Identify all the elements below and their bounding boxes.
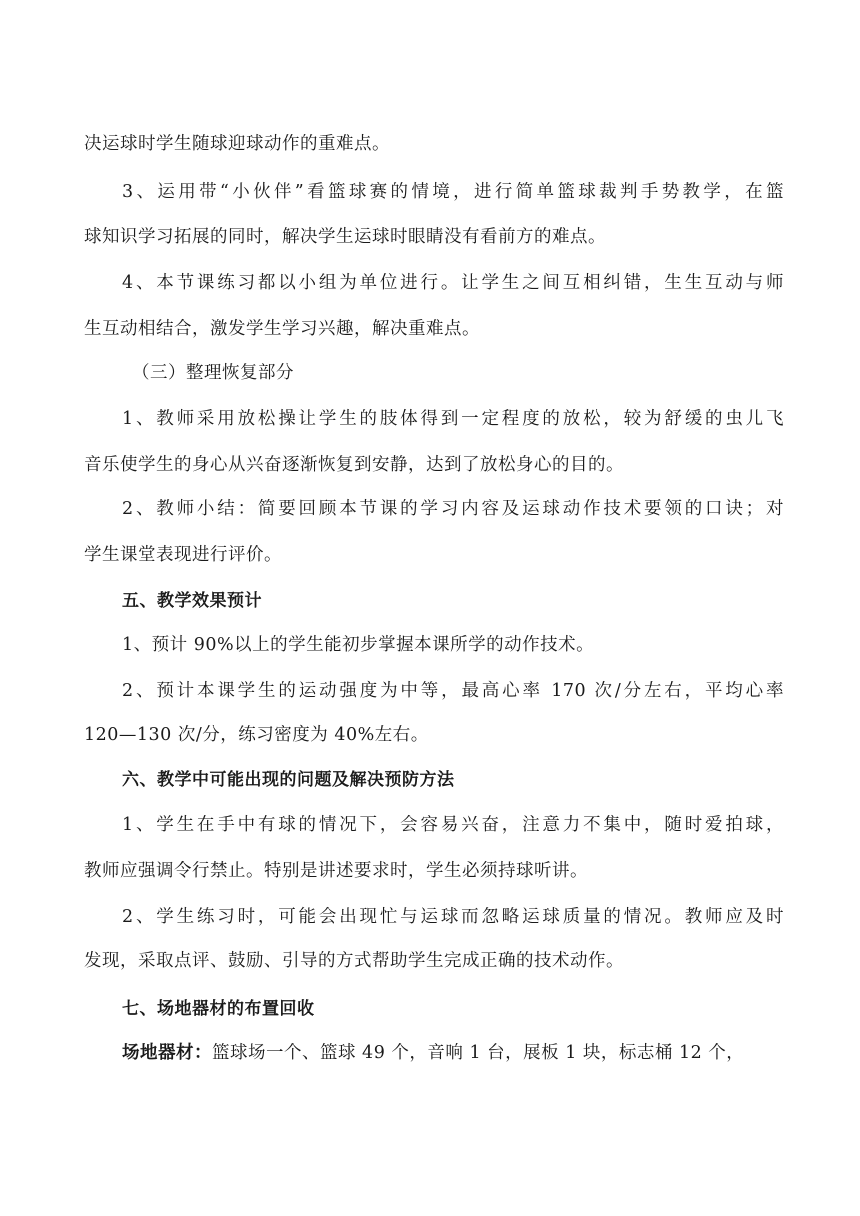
paragraph-line: 学生课堂表现进行评价。 (84, 545, 282, 565)
paragraph-line: 3、运用带“小伙伴”看篮球赛的情境，进行简单篮球裁判手势教学，在篮 (122, 182, 784, 202)
paragraph-line: 4、本节课练习都以小组为单位进行。让学生之间互相纠错，生生互动与师 (122, 273, 784, 293)
paragraph-line: 2、教师小结：简要回顾本节课的学习内容及运球动作技术要领的口诀；对 (122, 499, 784, 519)
section-subheading: （三）整理恢复部分 (132, 363, 294, 383)
paragraph-line: 球知识学习拓展的同时，解决学生运球时眼睛没有看前方的难点。 (84, 227, 606, 247)
inline-text: 篮球场一个、篮球 49 个，音响 1 台，展板 1 块，标志桶 12 个， (212, 1043, 745, 1063)
section-heading: 六、教学中可能出现的问题及解决预防方法 (122, 770, 455, 790)
paragraph-line (122, 1041, 784, 1065)
paragraph-line: 发现，采取点评、鼓励、引导的方式帮助学生完成正确的技术动作。 (84, 951, 624, 971)
paragraph-line: 1、预计 90%以上的学生能初步掌握本课所学的动作技术。 (122, 635, 595, 655)
paragraph-line: 教师应强调令行禁止。特别是讲述要求时，学生必须持球听讲。 (84, 861, 588, 881)
paragraph-line: 2、学生练习时，可能会出现忙与运球而忽略运球质量的情况。教师应及时 (122, 907, 784, 927)
paragraph-line: 生互动相结合，激发学生学习兴趣，解决重难点。 (84, 319, 480, 339)
inline-label: 场地器材： (122, 1043, 212, 1063)
section-heading: 七、场地器材的布置回收 (122, 999, 315, 1019)
paragraph-line: 1、教师采用放松操让学生的肢体得到一定程度的放松，较为舒缓的虫儿飞 (122, 409, 784, 429)
paragraph-line: 2、预计本课学生的运动强度为中等，最高心率 170 次/分左右，平均心率 (122, 681, 784, 701)
paragraph-line: 1、学生在手中有球的情况下，会容易兴奋，注意力不集中，随时爱拍球， (122, 815, 784, 835)
paragraph-line: 决运球时学生随球迎球动作的重难点。 (84, 134, 390, 154)
paragraph-line: 音乐使学生的身心从兴奋逐渐恢复到安静，达到了放松身心的目的。 (84, 455, 624, 475)
paragraph-line: 120—130 次/分，练习密度为 40%左右。 (84, 725, 429, 745)
section-heading: 五、教学效果预计 (122, 591, 262, 611)
